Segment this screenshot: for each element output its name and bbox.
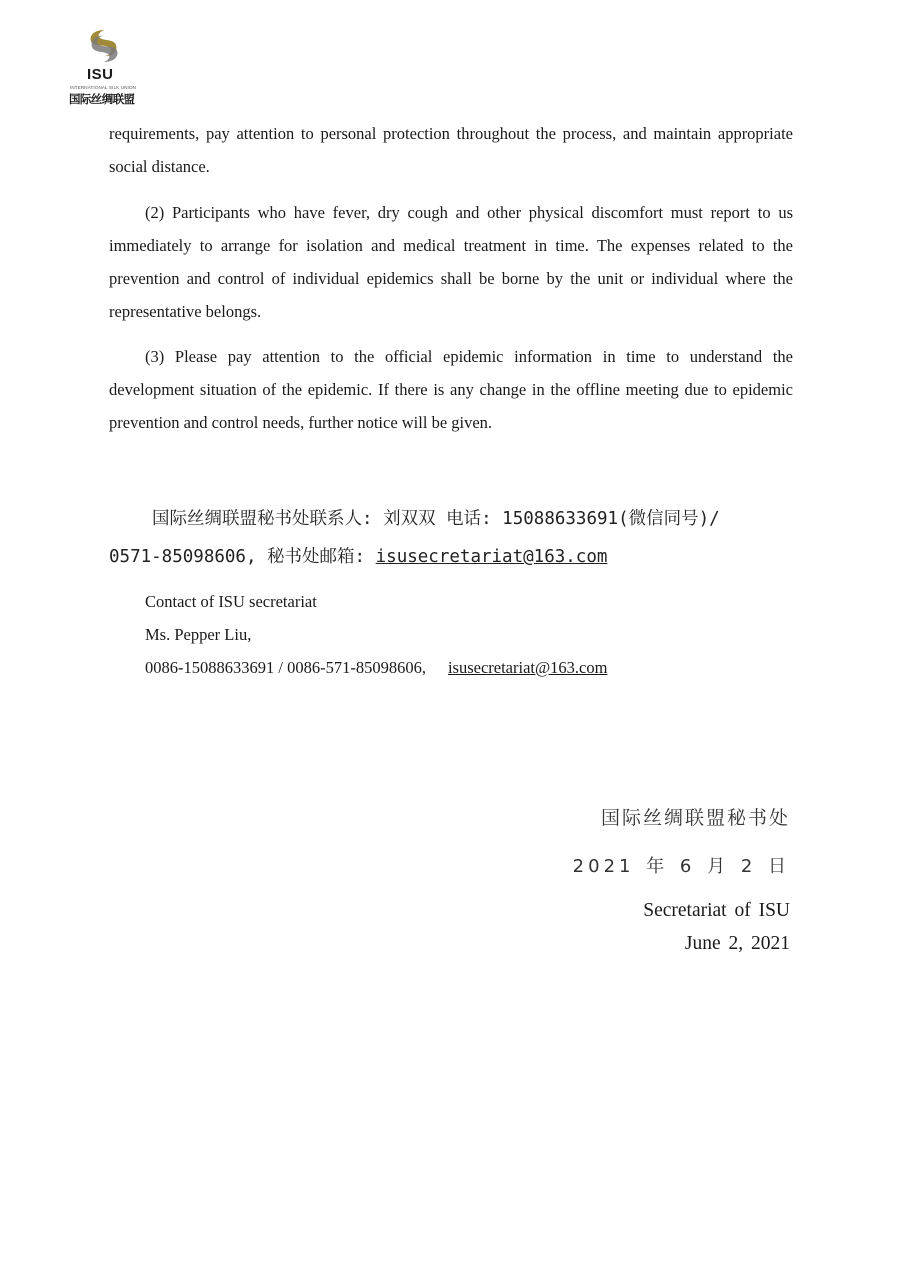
signature-en-date: June 2, 2021 [684, 933, 790, 954]
cn-contact-line-2 [109, 543, 607, 568]
signature-cn-date: 2021 年 6 月 2 日 [572, 856, 790, 877]
signature-en-org: Secretariat of ISU [643, 900, 790, 921]
signature-cn-org: 国际丝绸联盟秘书处 [600, 807, 790, 829]
contact-email-link[interactable]: isusecretariat@163.com [447, 658, 608, 677]
contact-phones-line [145, 658, 607, 678]
logo-wordmark: ISU [87, 66, 114, 83]
cn-contact-line-1: 国际丝绸联盟秘书处联系人: 刘双双 电话: 15088633691(微信同号)/ [152, 509, 720, 529]
logo-subtitle: INTERNATIONAL SILK UNION [70, 85, 136, 90]
isu-logo [68, 26, 150, 108]
paragraph-item-3: (3) Please pay attention to the official epidemic information in time to understand the development situation of the epidemic. If there is any change in the offline meeting due to epidemic prevention and control needs, further notice will be given. [109, 347, 793, 432]
contact-heading: Contact of ISU secretariat [145, 592, 317, 611]
contact-name: Ms. Pepper Liu, [145, 625, 252, 644]
contact-phones: 0086-15088633691 / 0086-571-85098606, [145, 658, 426, 677]
paragraph-item-2: (2) Participants who have fever, dry cough and other physical discomfort must report to us immediately to arrange for isolation and medical treatment in time. The expenses related to the prevention and control of individual epidemics shall be borne by the unit or individual where the representative belongs. [109, 203, 793, 321]
paragraph-requirements: requirements, pay attention to personal protection throughout the process, and maintain appropriate social distance. [109, 124, 793, 176]
logo-chinese-name: 国际丝绸联盟 [69, 92, 135, 106]
silk-swirl-icon [82, 26, 126, 66]
cn-contact-line-2-text: 0571-85098606, 秘书处邮箱: [109, 547, 376, 567]
cn-email-link[interactable]: isusecretariat@163.com [375, 547, 608, 567]
